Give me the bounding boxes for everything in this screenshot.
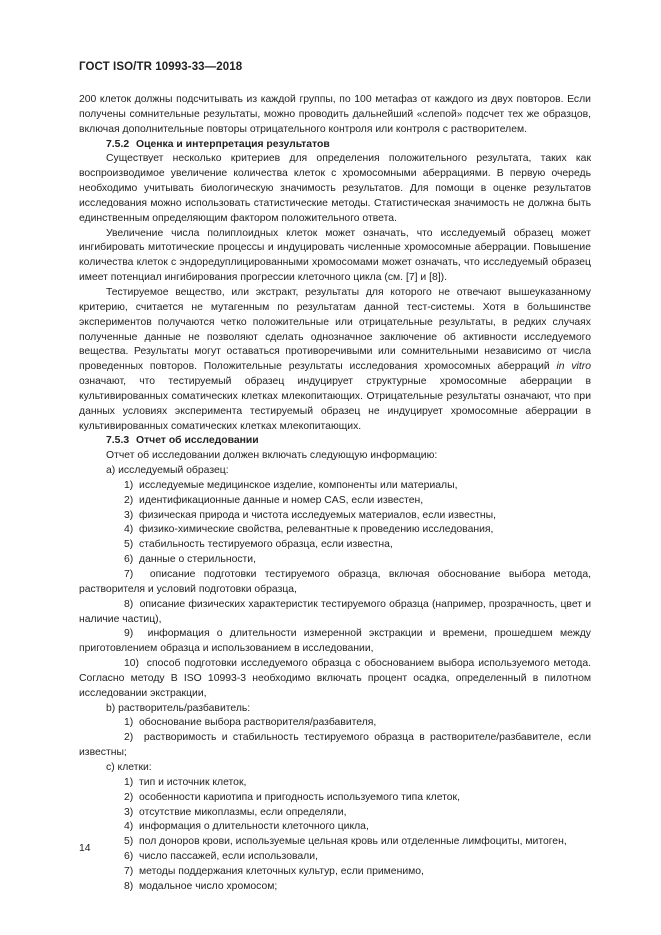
list-b — [79, 716, 591, 761]
list-item: 9) информация о длительности измеренной экстракции и времени, прошедшем между приготовлением образца и использованием в исследовании, — [79, 628, 591, 655]
list-item: 3) отсутствие микоплазмы, если определяли, — [124, 806, 347, 818]
paragraph: Увеличение числа полиплоидных клеток может означать, что исследуемый образец может ингибировать митотические процессы и индуцировать численные хромосомные аберрации. Повышение количества клеток с эндоредуплицированными хромосомами может означать, что исследуемый образец имеет потенциал ингибирования прогрессии клеточного цикла (см. [7] и [8]). — [79, 227, 591, 284]
list-item: 1) исследуемые медицинское изделие, компоненты или материалы, — [124, 479, 458, 491]
list-group-label: a) исследуемый образец: — [106, 465, 229, 477]
page-number: 14 — [79, 843, 91, 854]
list-item: 2) идентификационные данные и номер CAS, если известен, — [124, 494, 424, 506]
list-item: 6) данные о стерильности, — [124, 554, 256, 566]
list-item: 7) методы поддержания клеточных культур, если применимо, — [124, 865, 424, 877]
section-number: 7.5.2 — [106, 138, 130, 150]
section-heading-7-5-3 — [79, 434, 591, 449]
list-item: 6) число пассажей, если использовали, — [124, 851, 318, 863]
paragraph-text: Тестируемое вещество, или экстракт, результаты для которого не отвечают вышеуказанному критерию, считается не мутагенным по результатам данной тест-системы. Хотя в большинстве экспериментов получаются четко положительные или отрицательные результаты, в редких случаях полученные данные не позволяют сделать однозначное заключение об активности исследуемого вещества. Результаты могут оставаться противоречивыми или сомнительными независимо от числа проведенных повторов. Положительные результаты исследования хромосомных аберраций — [79, 286, 591, 373]
paragraph-text: означают, что тестируемый образец индуцирует структурные хромосомные аберрации в культивированных соматических клетках млекопитающих. Отрицательные результаты означают, что при данных условиях эксперимента тестируемый образец не индуцирует хромосомные аберрации в культивированных соматических клетках млекопитающих. — [79, 376, 591, 432]
list-item: 5) стабильность тестируемого образца, если известна, — [124, 539, 393, 551]
list-item: 2) растворимость и стабильность тестируемого образца в растворителе/разбавителе, если известны; — [79, 732, 591, 759]
list-item: 1) тип и источник клеток, — [124, 776, 247, 788]
list-item: 2) особенности кариотипа и пригодность используемого типа клеток, — [124, 791, 460, 803]
list-group-label: c) клетки: — [106, 761, 152, 773]
list-item: 5) пол доноров крови, используемые цельная кровь или отделенные лимфоциты, митоген, — [124, 836, 567, 848]
section-heading-7-5-2 — [79, 138, 591, 153]
paragraph: Отчет об исследовании должен включать следующую информацию: — [106, 450, 438, 462]
list-item: 4) информация о длительности клеточного цикла, — [124, 821, 369, 833]
list-item: 10) способ подготовки исследуемого образца с обоснованием выбора используемого метода. Согласно методу В ISO 10993-3 необходимо включать процент осадка, определенный в пилотном исследовании экстракции, — [79, 658, 592, 699]
document-body — [79, 93, 591, 895]
list-c — [79, 776, 591, 895]
section-number: 7.5.3 — [106, 435, 130, 447]
paragraph — [79, 286, 591, 434]
intro-paragraph: 200 клеток должны подсчитывать из каждой группы, по 100 метафаз от каждого из двух повторов. Если получены сомнительные результаты, можно проводить дальнейший «слепой» подсчет тех же образцов, включая дополнительные повторы отрицательного контроля или контроля с растворителем. — [79, 94, 591, 135]
list-a — [79, 479, 591, 702]
list-item: 8) описание физических характеристик тестируемого образца (например, прозрачность, цвет и наличие частиц), — [79, 598, 592, 625]
paragraph: Существует несколько критериев для определения положительного результата, таких как воспроизводимое увеличение количества клеток с хромосомными аберрациями. В первую очередь необходимо учитывать биологическую значимость результатов. Для помощи в оценке результатов исследования можно использовать статистические методы. Статистическая значимость не должна быть единственным определяющим фактором положительного ответа. — [79, 153, 591, 224]
list-item: 1) обоснование выбора растворителя/разбавителя, — [124, 717, 377, 729]
list-group-label: b) растворитель/разбавитель: — [106, 702, 251, 714]
list-item: 3) физическая природа и чистота исследуемых материалов, если известны, — [124, 509, 496, 521]
list-item: 8) модальное число хромосом; — [124, 880, 278, 892]
list-item: 7) описание подготовки тестируемого образца, включая обоснование выбора метода, растворителя и условий подготовки образца, — [79, 569, 591, 595]
section-title: Отчет об исследовании — [136, 435, 259, 447]
list-item: 4) физико-химические свойства, релевантные к проведению исследования, — [124, 524, 494, 536]
section-title: Оценка и интерпретация результатов — [136, 138, 330, 150]
document-header: ГОСТ ISO/TR 10993-33—2018 — [79, 61, 243, 73]
in-vitro-term: in vitro — [556, 361, 591, 373]
